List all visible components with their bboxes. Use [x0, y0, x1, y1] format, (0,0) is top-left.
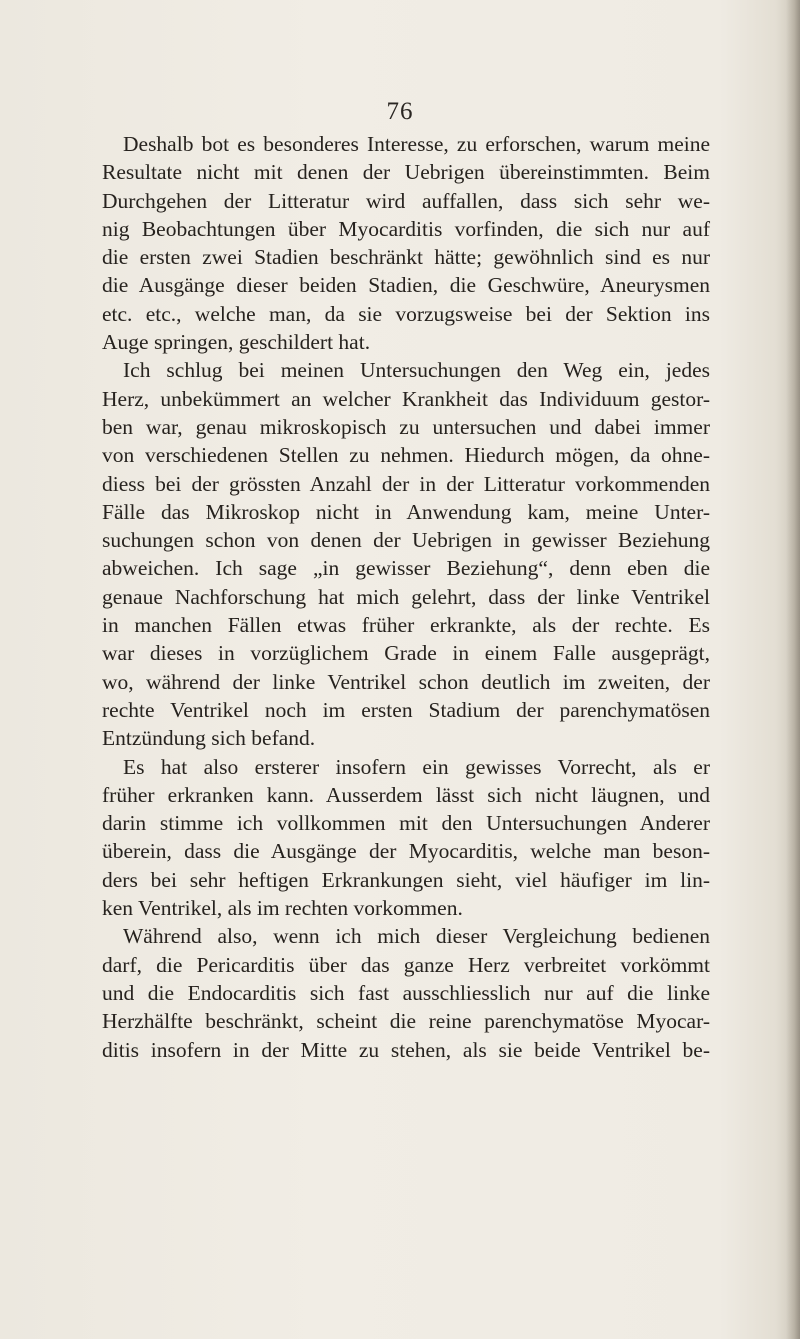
text-line: ditis insofern in der Mitte zu stehen, als sie beide Ventrikel be-	[102, 1037, 710, 1062]
body-text	[102, 130, 710, 1064]
text-line: rechte Ventrikel noch im ersten Stadium der parenchymatösen	[102, 697, 710, 722]
text-line: Fälle das Mikroskop nicht in Anwendung kam, meine Unter-	[102, 499, 710, 524]
paragraph-1	[102, 130, 710, 356]
page-edge-shadow	[786, 0, 800, 1339]
text-line: Auge springen, geschildert hat.	[102, 330, 371, 355]
text-line: ken Ventrikel, als im rechten vorkommen.	[102, 896, 463, 921]
paragraph-2	[102, 356, 710, 752]
text-line: etc. etc., welche man, da sie vorzugsweise bei der Sektion ins	[102, 301, 710, 326]
text-line: darf, die Pericarditis über das ganze Herz verbreitet vorkömmt	[102, 952, 710, 977]
text-line: Deshalb bot es besonderes Interesse, zu erforschen, warum meine	[123, 132, 710, 156]
text-line: Durchgehen der Litteratur wird auffallen, dass sich sehr we-	[102, 188, 710, 213]
text-line: diess bei der grössten Anzahl der in der Litteratur vorkommenden	[102, 471, 710, 496]
text-line: von verschiedenen Stellen zu nehmen. Hiedurch mögen, da ohne-	[102, 443, 710, 468]
text-line: die ersten zwei Stadien beschränkt hätte; gewöhnlich sind es nur	[102, 245, 710, 270]
text-line: überein, dass die Ausgänge der Myocarditis, welche man beson-	[102, 839, 710, 864]
page-number: 76	[386, 98, 414, 125]
text-line: Entzündung sich befand.	[102, 726, 316, 751]
paragraph-4	[102, 922, 710, 1063]
text-line: war dieses in vorzüglichem Grade in einem Falle ausgeprägt,	[102, 641, 710, 666]
text-line: suchungen schon von denen der Uebrigen in gewisser Beziehung	[102, 528, 710, 553]
text-line: ders bei sehr heftigen Erkrankungen sieht, viel häufiger im lin-	[102, 867, 710, 892]
text-line: nig Beobachtungen über Myocarditis vorfinden, die sich nur auf	[102, 216, 710, 241]
text-line: und die Endocarditis sich fast ausschliesslich nur auf die linke	[102, 980, 710, 1005]
text-line: Resultate nicht mit denen der Uebrigen übereinstimmten. Beim	[102, 160, 710, 185]
text-line: Herzhälfte beschränkt, scheint die reine parenchymatöse Myocar-	[102, 1009, 710, 1034]
text-line: Herz, unbekümmert an welcher Krankheit das Individuum gestor-	[102, 386, 710, 411]
text-line: Es hat also ersterer insofern ein gewisses Vorrecht, als er	[123, 754, 710, 779]
text-line: genaue Nachforschung hat mich gelehrt, dass der linke Ventrikel	[102, 584, 710, 609]
text-line: abweichen. Ich sage „in gewisser Beziehung“, denn eben die	[102, 556, 710, 581]
text-line: Während also, wenn ich mich dieser Vergleichung bedienen	[123, 924, 710, 949]
text-line: Ich schlug bei meinen Untersuchungen den Weg ein, jedes	[123, 358, 710, 383]
text-line: wo, während der linke Ventrikel schon deutlich im zweiten, der	[102, 669, 710, 694]
text-line: darin stimme ich vollkommen mit den Untersuchungen Anderer	[102, 811, 710, 836]
text-line: ben war, genau mikroskopisch zu untersuchen und dabei immer	[102, 414, 710, 439]
text-line: die Ausgänge dieser beiden Stadien, die Geschwüre, Aneurysmen	[102, 273, 710, 298]
text-line: in manchen Fällen etwas früher erkrankte, als der rechte. Es	[102, 613, 710, 638]
text-line: früher erkranken kann. Ausserdem lässt sich nicht läugnen, und	[102, 782, 710, 807]
paragraph-3	[102, 753, 710, 923]
